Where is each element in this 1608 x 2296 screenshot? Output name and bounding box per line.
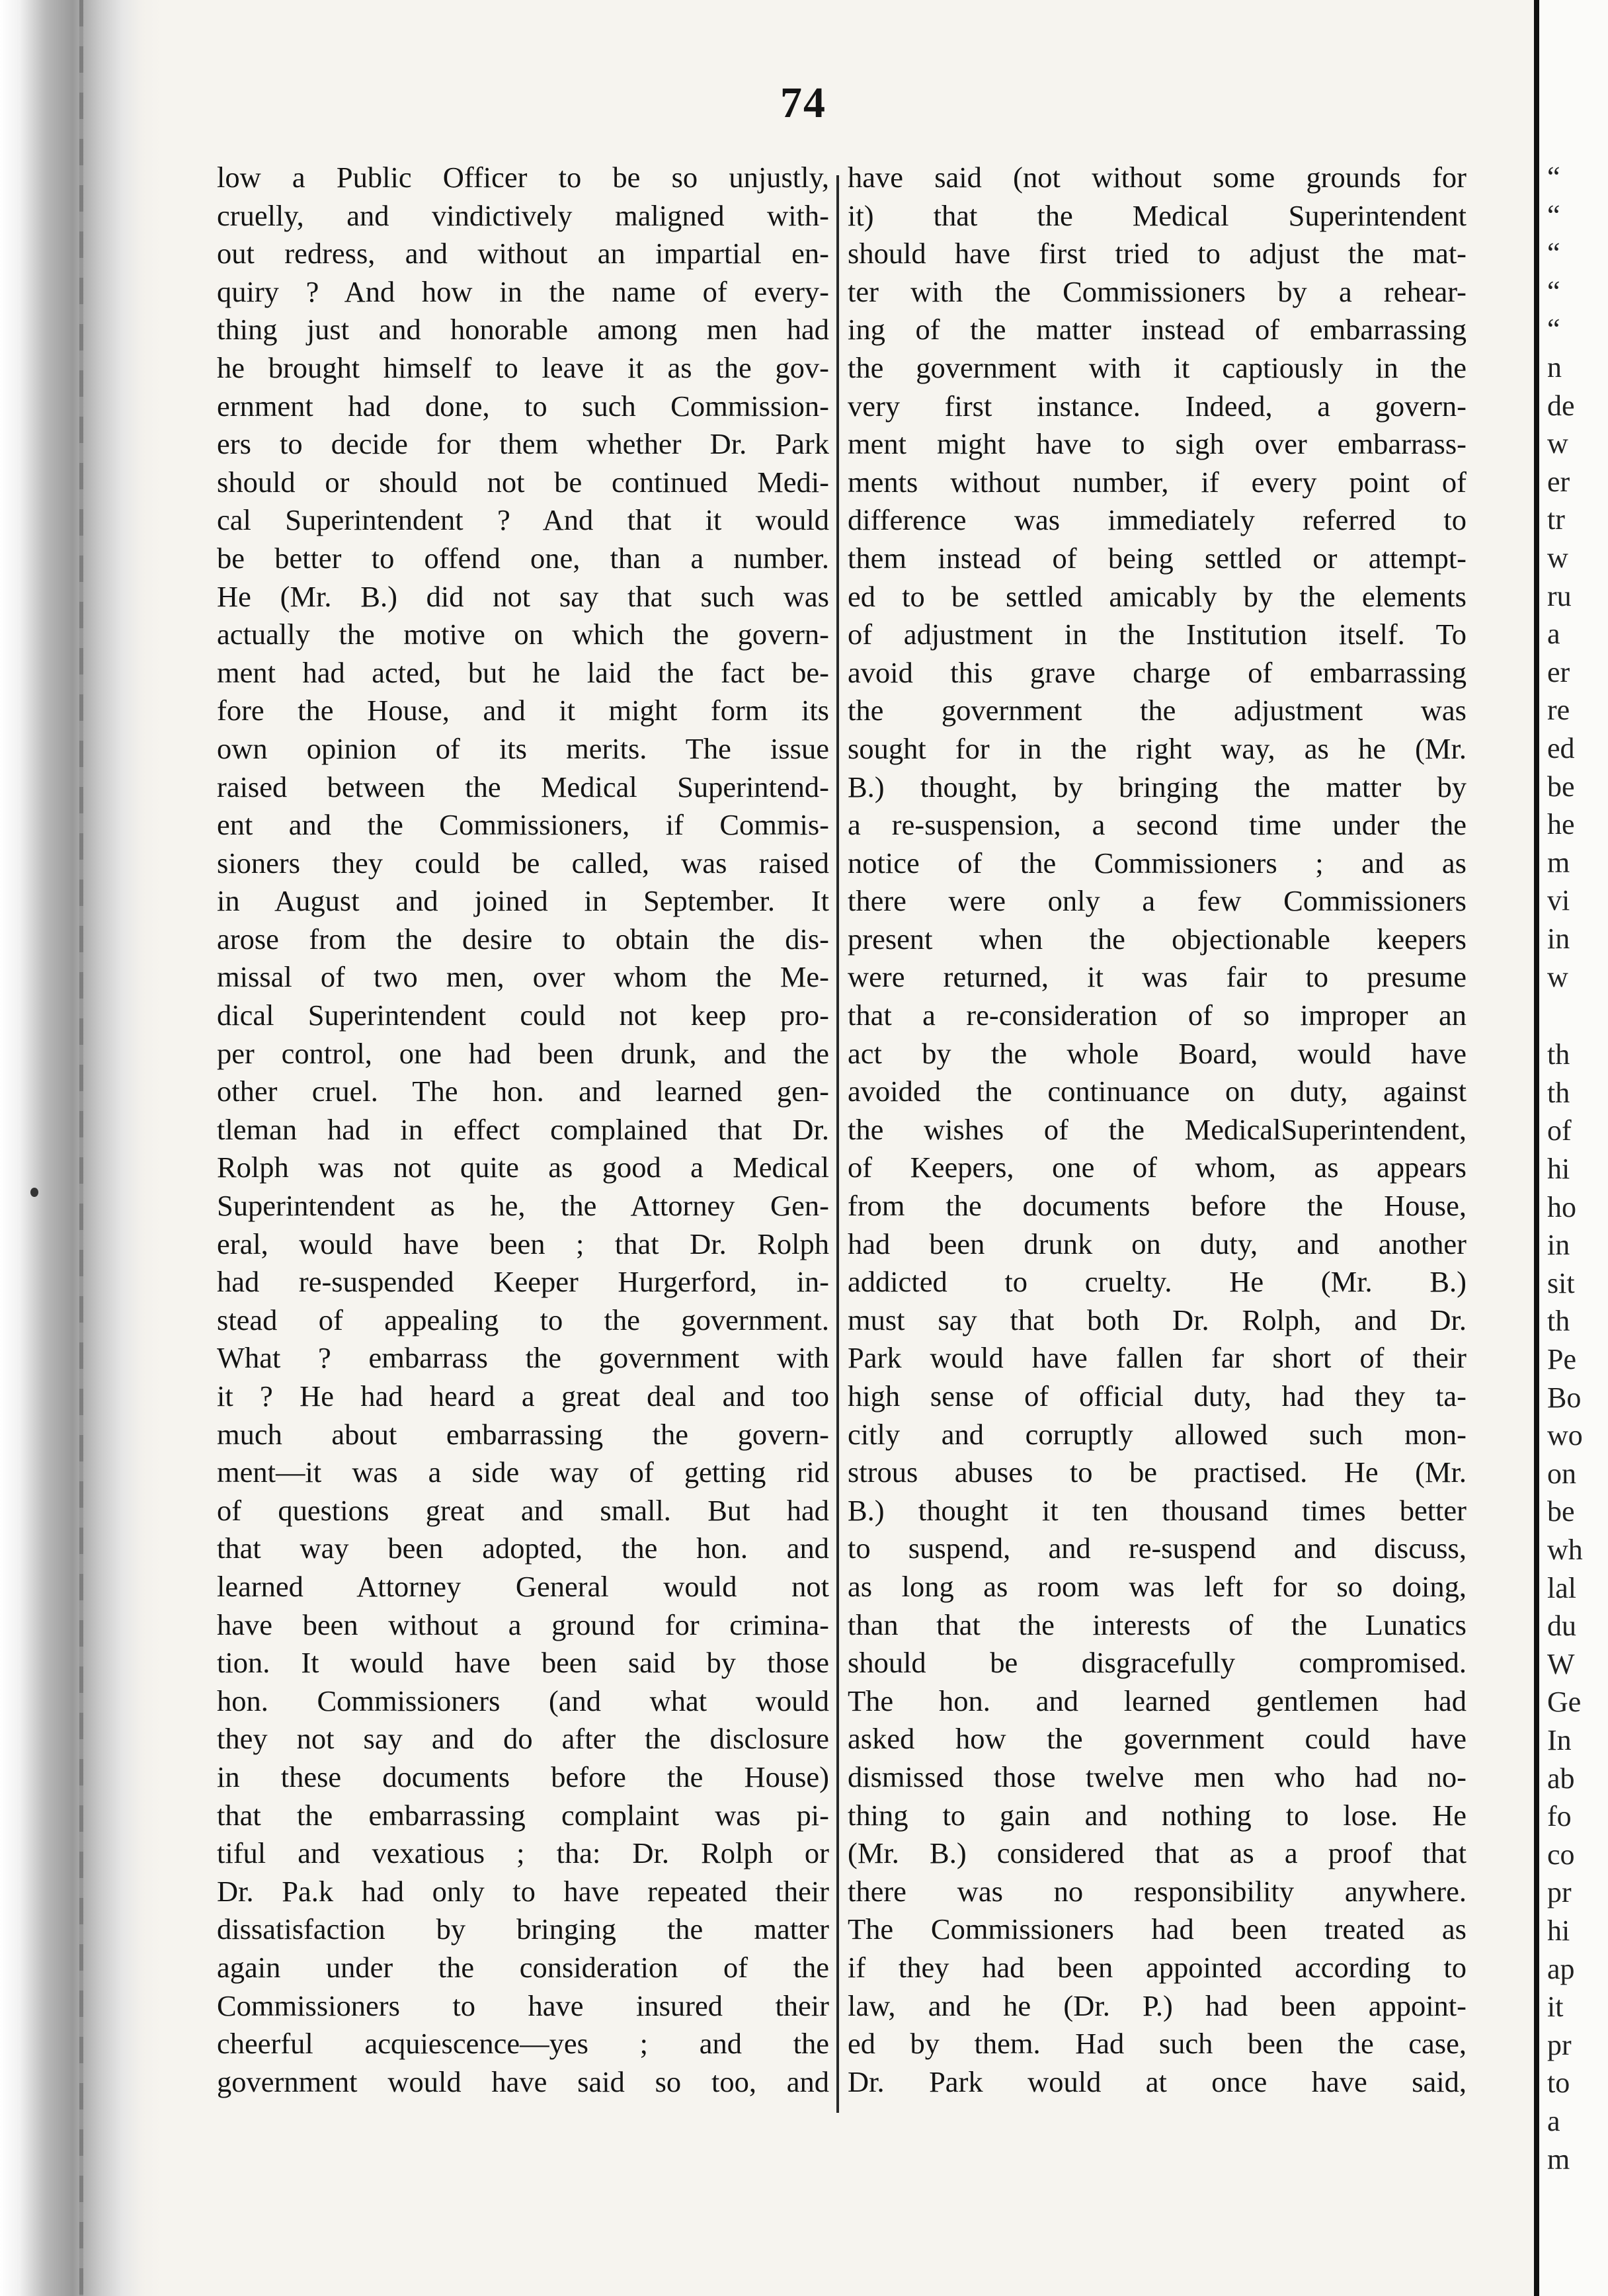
next-page-fragment: co [1547, 1838, 1575, 1871]
next-page-fragment: be [1547, 770, 1575, 803]
text-line: were returned, it was fair to presume [848, 960, 1467, 994]
text-line: ers to decide for them whether Dr. Park [217, 427, 829, 461]
text-line: much about embarrassing the govern- [217, 1417, 829, 1451]
text-line: ed by them. Had such been the case, [848, 2027, 1467, 2061]
text-line: in August and joined in September. It [217, 884, 829, 918]
text-line: difference was immediately referred to [848, 503, 1467, 537]
left-text-column [217, 159, 829, 2101]
text-line: tiful and vexatious ; tha: Dr. Rolph or [217, 1836, 829, 1870]
next-page-fragment: w [1547, 427, 1568, 460]
text-line: than that the interests of the Lunatics [848, 1608, 1467, 1641]
text-line: ter with the Commissioners by a rehear- [848, 274, 1467, 308]
next-page-fragment: “ [1547, 237, 1560, 270]
text-line: quiry ? And how in the name of every- [217, 274, 829, 308]
text-line: ments without number, if every point of [848, 465, 1467, 499]
next-page-fragment: sit [1547, 1266, 1575, 1299]
text-line: Superintendent as he, the Attorney Gen- [217, 1189, 829, 1223]
text-line: have said (not without some grounds for [848, 161, 1467, 194]
text-line: own opinion of its merits. The issue [217, 731, 829, 765]
next-page-fragment: ap [1547, 1952, 1575, 1985]
next-page-fragment: “ [1547, 274, 1560, 308]
text-line: as long as room was left for so doing, [848, 1569, 1467, 1603]
next-page-fragment: in [1547, 1229, 1570, 1262]
text-line: other cruel. The hon. and learned gen- [217, 1075, 829, 1108]
text-line: Dr. Park would at once have said, [848, 2065, 1467, 2098]
text-line: they not say and do after the disclosure [217, 1722, 829, 1756]
next-page-fragment: “ [1547, 198, 1560, 231]
text-line: actually the motive on which the govern- [217, 618, 829, 651]
text-line: B.) thought it ten thousand times better [848, 1493, 1467, 1527]
text-line: Commissioners to have insured their [217, 1988, 829, 2022]
ink-blot [30, 1188, 38, 1197]
next-page-fragment: pr [1547, 2028, 1572, 2061]
text-line: out redress, and without an impartial en- [217, 237, 829, 270]
text-line: ment might have to sigh over embarrass- [848, 427, 1467, 461]
text-line: that the embarrassing complaint was pi- [217, 1798, 829, 1832]
text-line: tion. It would have been said by those [217, 1646, 829, 1680]
text-line: of questions great and small. But had [217, 1493, 829, 1527]
text-line: tleman had in effect complained that Dr. [217, 1112, 829, 1146]
text-line: very first instance. Indeed, a govern- [848, 389, 1467, 423]
text-line: there were only a few Commissioners [848, 884, 1467, 918]
text-line: ernment had done, to such Commission- [217, 389, 829, 423]
column-divider [836, 175, 839, 2113]
text-line: thing just and honorable among men had [217, 313, 829, 347]
next-page-fragment: in [1547, 922, 1570, 955]
next-page-fragment: Bo [1547, 1381, 1582, 1414]
text-line: asked how the government could have [848, 1722, 1467, 1756]
text-line: ent and the Commissioners, if Commis- [217, 808, 829, 842]
text-line: dismissed those twelve men who had no- [848, 1760, 1467, 1793]
next-page-fragment: wh [1547, 1534, 1583, 1566]
next-page-fragment: of [1547, 1114, 1572, 1147]
text-line: avoided the continuance on duty, against [848, 1075, 1467, 1108]
text-line: had been drunk on duty, and another [848, 1227, 1467, 1260]
next-page-fragment: m [1547, 2143, 1570, 2176]
text-line: be better to offend one, than a number. [217, 541, 829, 575]
text-line: should have first tried to adjust the mat- [848, 237, 1467, 270]
next-page-fragment: wo [1547, 1419, 1583, 1452]
text-line: missal of two men, over whom the Me- [217, 960, 829, 994]
text-line: that a re-consideration of so improper an [848, 999, 1467, 1032]
next-page-fragment: Ge [1547, 1686, 1582, 1719]
next-page-fragment: th [1547, 1305, 1570, 1338]
next-page-fragment: be [1547, 1495, 1575, 1528]
text-line: should be disgracefully compromised. [848, 1646, 1467, 1680]
text-line: dissatisfaction by bringing the matter [217, 1912, 829, 1946]
text-line: cal Superintendent ? And that it would [217, 503, 829, 537]
text-line: addicted to cruelty. He (Mr. B.) [848, 1265, 1467, 1299]
next-page-fragment: w [1547, 960, 1568, 993]
binding-gutter [0, 0, 162, 2296]
text-line: high sense of official duty, had they ta- [848, 1379, 1467, 1413]
text-line: the government with it captiously in the [848, 350, 1467, 384]
text-line: learned Attorney General would not [217, 1569, 829, 1603]
text-line: Dr. Pa.k had only to have repeated their [217, 1874, 829, 1908]
text-line: had re-suspended Keeper Hurgerford, in- [217, 1265, 829, 1299]
text-line: arose from the desire to obtain the dis- [217, 922, 829, 956]
text-line: there was no responsibility anywhere. [848, 1874, 1467, 1908]
next-page-fragment: re [1547, 694, 1570, 727]
next-page-fragment: he [1547, 808, 1575, 841]
next-page-fragment: er [1547, 655, 1570, 688]
text-line: citly and corruptly allowed such mon- [848, 1417, 1467, 1451]
text-line: ing of the matter instead of embarrassing [848, 313, 1467, 347]
text-line: them instead of being settled or attempt- [848, 541, 1467, 575]
next-page-fragment: ho [1547, 1190, 1576, 1223]
text-line: the wishes of the MedicalSuperintendent, [848, 1112, 1467, 1146]
text-line: dical Superintendent could not keep pro- [217, 999, 829, 1032]
text-line: to suspend, and re-suspend and discuss, [848, 1532, 1467, 1565]
text-line: He (Mr. B.) did not say that such was [217, 579, 829, 613]
next-page-fragment: hi [1547, 1153, 1570, 1185]
next-page-fragment: a [1547, 2105, 1560, 2137]
next-page-fragment: m [1547, 846, 1570, 879]
next-page-fragment: to [1547, 2067, 1570, 2100]
text-line: a re-suspension, a second time under the [848, 808, 1467, 842]
binding-edge [1534, 0, 1539, 2296]
text-line: ment—it was a side way of getting rid [217, 1456, 829, 1489]
text-line: notice of the Commissioners ; and as [848, 846, 1467, 880]
text-line: strous abuses to be practised. He (Mr. [848, 1456, 1467, 1489]
text-line: in these documents before the House) [217, 1760, 829, 1793]
next-page-fragment: In [1547, 1724, 1572, 1756]
text-line: Rolph was not quite as good a Medical [217, 1151, 829, 1184]
next-page-fragment: “ [1547, 313, 1560, 346]
text-line: government would have said so too, and [217, 2065, 829, 2098]
text-line: The Commissioners had been treated as [848, 1912, 1467, 1946]
text-line: of adjustment in the Institution itself. To [848, 618, 1467, 651]
next-page-fragment: th [1547, 1038, 1570, 1071]
text-line: have been without a ground for crimina- [217, 1608, 829, 1641]
text-line: (Mr. B.) considered that as a proof that [848, 1836, 1467, 1870]
text-line: low a Public Officer to be so unjustly, [217, 161, 829, 194]
text-line: What ? embarrass the government with [217, 1341, 829, 1375]
text-line: act by the whole Board, would have [848, 1036, 1467, 1070]
text-line: stead of appealing to the government. [217, 1303, 829, 1336]
next-page-fragment: W [1547, 1647, 1575, 1680]
next-page-fragment: du [1547, 1610, 1576, 1643]
next-page-fragment: de [1547, 389, 1575, 422]
text-line: ed to be settled amicably by the elements [848, 579, 1467, 613]
next-page-fragment: “ [1547, 161, 1560, 193]
next-page-fragment: th [1547, 1076, 1570, 1109]
text-line: fore the House, and it might form its [217, 694, 829, 727]
text-line: thing to gain and nothing to lose. He [848, 1798, 1467, 1832]
next-page-fragment: tr [1547, 503, 1565, 536]
text-line: he brought himself to leave it as the gov- [217, 350, 829, 384]
text-line: of Keepers, one of whom, as appears [848, 1151, 1467, 1184]
text-line: it) that the Medical Superintendent [848, 198, 1467, 232]
text-line: B.) thought, by bringing the matter by [848, 770, 1467, 803]
text-line: should or should not be continued Medi- [217, 465, 829, 499]
next-page-fragment: n [1547, 351, 1562, 384]
text-line: cheerful acquiescence—yes ; and the [217, 2027, 829, 2061]
text-line: cruelly, and vindictively maligned with- [217, 198, 829, 232]
next-page-fragment: ed [1547, 732, 1575, 764]
next-page-fragment: fo [1547, 1800, 1572, 1833]
text-line: it ? He had heard a great deal and too [217, 1379, 829, 1413]
text-line: that way been adopted, the hon. and [217, 1532, 829, 1565]
text-line: The hon. and learned gentlemen had [848, 1684, 1467, 1717]
next-page-fragment: lal [1547, 1571, 1576, 1604]
text-line: raised between the Medical Superintend- [217, 770, 829, 803]
next-page-fragment: pr [1547, 1876, 1572, 1909]
text-line: sought for in the right way, as he (Mr. [848, 731, 1467, 765]
next-page-fragment: w [1547, 542, 1568, 574]
next-page-fragment: hi [1547, 1914, 1570, 1947]
text-line: present when the objectionable keepers [848, 922, 1467, 956]
text-line: Park would have fallen far short of their [848, 1341, 1467, 1375]
next-page-fragment: ru [1547, 579, 1572, 612]
text-line: again under the consideration of the [217, 1950, 829, 1984]
right-text-column [848, 159, 1467, 2101]
text-line: must say that both Dr. Rolph, and Dr. [848, 1303, 1467, 1336]
next-page-fragment: er [1547, 465, 1570, 498]
text-line: ment had acted, but he laid the fact be- [217, 655, 829, 689]
next-page-fragment: a [1547, 618, 1560, 651]
text-line: the government the adjustment was [848, 694, 1467, 727]
next-page-edge [1539, 0, 1608, 2296]
text-line: sioners they could be called, was raised [217, 846, 829, 880]
next-page-fragment: ab [1547, 1762, 1575, 1795]
next-page-fragment: Pe [1547, 1343, 1576, 1375]
text-line: hon. Commissioners (and what would [217, 1684, 829, 1717]
next-page-fragment: on [1547, 1457, 1576, 1490]
text-line: per control, one had been drunk, and the [217, 1036, 829, 1070]
text-line: if they had been appointed according to [848, 1950, 1467, 1984]
text-line: from the documents before the House, [848, 1189, 1467, 1223]
next-page-fragment: it [1547, 1990, 1564, 2024]
page-number: 74 [780, 79, 826, 127]
text-line: avoid this grave charge of embarrassing [848, 655, 1467, 689]
text-line: eral, would have been ; that Dr. Rolph [217, 1227, 829, 1260]
text-line: law, and he (Dr. P.) had been appoint- [848, 1988, 1467, 2022]
next-page-fragment: vi [1547, 884, 1570, 917]
